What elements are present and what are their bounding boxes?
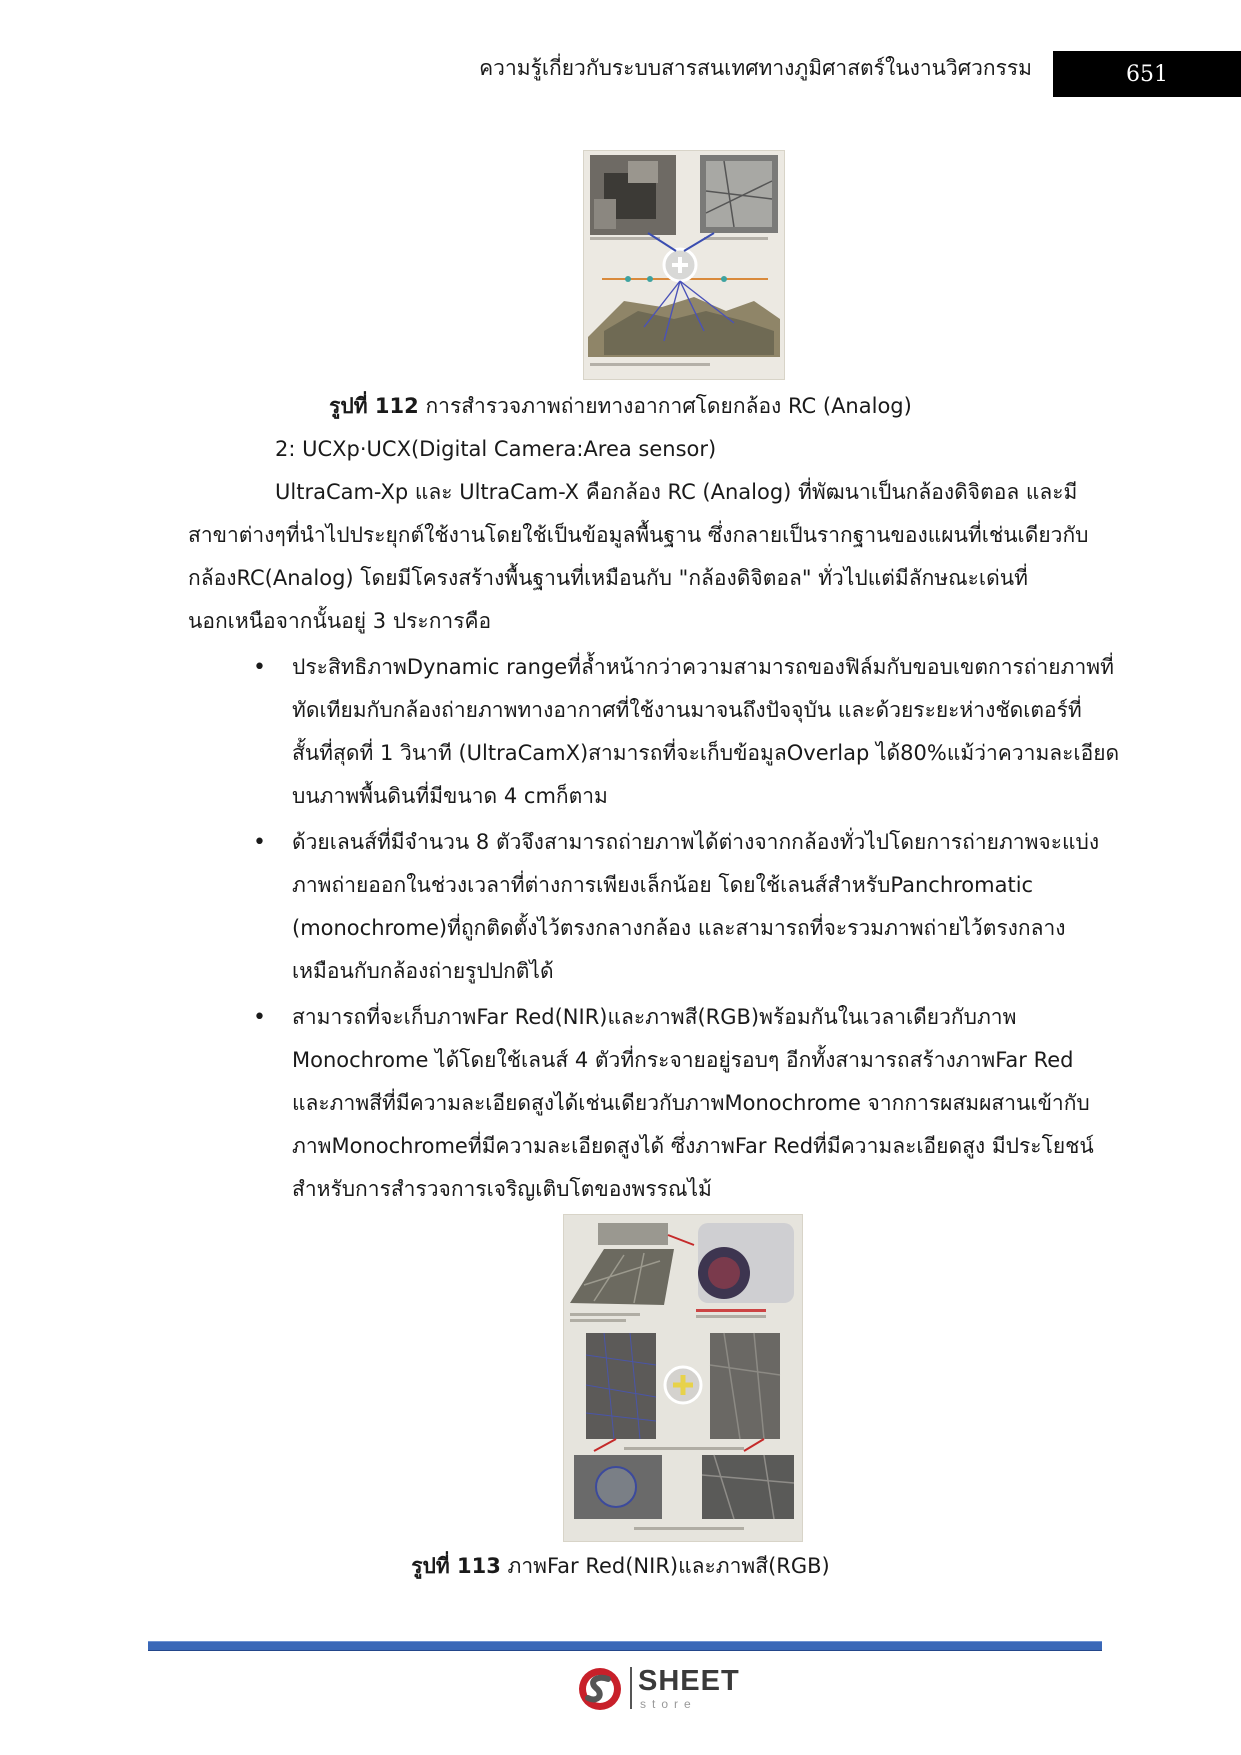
section-heading: 2: UCXp·UCX(Digital Camera:Area sensor)	[275, 437, 717, 461]
paragraph-line: กล้องRC(Analog) โดยมีโครงสร้างพื้นฐานที่เหมือนกับ "กล้องดิจิตอล" ทั่วไปแต่มีลักษณะเด่นที่	[188, 566, 1028, 590]
figure-ultracam-image	[563, 1214, 803, 1542]
bullet3-line: Monochrome ได้โดยใช้เลนส์ 4 ตัวที่กระจายอยู่รอบๆ อีกทั้งสามารถสร้างภาพFar Red	[292, 1048, 1074, 1072]
paragraph-line: UltraCam-Xp และ UltraCam-X คือกล้อง RC (Analog) ที่พัฒนาเป็นกล้องดิจิตอล และมี	[275, 480, 1078, 504]
figure1-label: รูปที่ 112	[329, 394, 419, 418]
page-number: 651	[1126, 61, 1168, 87]
bullet2-line: ภาพถ่ายออกในช่วงเวลาที่ต่างการเพียงเล็กน้อย โดยใช้เลนส์สำหรับPanchromatic	[292, 873, 1034, 897]
bullet1-line: ประสิทธิภาพDynamic rangeที่ล้ำหน้ากว่าความสามารถของฟิล์มกับขอบเขตการถ่ายภาพที่	[292, 655, 1114, 679]
bullet1-line: บนภาพพื้นดินที่มีขนาด 4 cmก็ตาม	[292, 784, 608, 808]
paragraph-line: สาขาต่างๆที่นำไปประยุกต์ใช้งานโดยใช้เป็นข้อมูลพื้นฐาน ซึ่งกลายเป็นรากฐานของแผนที่เช่นเดียวกับ	[188, 523, 1089, 547]
figure2-caption-text: ภาพFar Red(NIR)และภาพสี(RGB)	[507, 1554, 830, 1578]
figure1-caption	[0, 390, 1241, 423]
figure2-label: รูปที่ 113	[411, 1554, 501, 1578]
bullet3-line: ภาพMonochromeที่มีความละเอียดสูงได้ ซึ่งภาพFar Redที่มีความละเอียดสูง มีประโยชน์	[292, 1134, 1094, 1158]
running-header-title: ความรู้เกี่ยวกับระบบสารสนเทศทางภูมิศาสตร์ในงานวิศวกรรม	[479, 56, 1032, 80]
sheet-store-logo-icon	[574, 1663, 626, 1715]
footer-rule	[148, 1641, 1102, 1651]
rc-camera-illustration	[584, 151, 784, 379]
bullet1-line: สั้นที่สุดที่ 1 วินาที (UltraCamX)สามารถที่จะเก็บข้อมูลOverlap ได้80%แม้ว่าความละเอียด	[292, 741, 1120, 765]
bullet2-line: (monochrome)ที่ถูกติดตั้งไว้ตรงกลางกล้อง และสามารถที่จะรวมภาพถ่ายไว้ตรงกลาง	[292, 916, 1066, 940]
bullet-marker: •	[253, 830, 266, 855]
bullet1-line: ทัดเทียมกับกล้องถ่ายภาพทางอากาศที่ใช้งานมาจนถึงปัจจุบัน และด้วยระยะห่างชัดเตอร์ที่	[292, 698, 1082, 722]
logo-text: SHEET	[638, 1665, 740, 1697]
page-number-box	[1053, 51, 1241, 97]
figure2-caption	[0, 1550, 1241, 1583]
bullet3-line: สามารถที่จะเก็บภาพFar Red(NIR)และภาพสี(RGB)พร้อมกันในเวลาเดียวกับภาพ	[292, 1005, 1017, 1029]
bullet2-line: ด้วยเลนส์ที่มีจำนวน 8 ตัวจึงสามารถถ่ายภาพได้ต่างจากกล้องทั่วไปโดยการถ่ายภาพจะแบ่ง	[292, 830, 1100, 854]
ultracam-illustration	[564, 1215, 802, 1541]
figure1-caption-text: การสำรวจภาพถ่ายทางอากาศโดยกล้อง RC (Analog)	[425, 394, 912, 418]
logo-subtext: store	[640, 1697, 697, 1711]
logo-divider	[630, 1667, 632, 1709]
bullet3-line: สำหรับการสำรวจการเจริญเติบโตของพรรณไม้	[292, 1177, 712, 1201]
bullet3-line: และภาพสีที่มีความละเอียดสูงได้เช่นเดียวกับภาพMonochrome จากการผสมผสานเข้ากับ	[292, 1091, 1090, 1115]
bullet-marker: •	[253, 1005, 266, 1030]
paragraph-line: นอกเหนือจากนั้นอยู่ 3 ประการคือ	[188, 609, 492, 633]
bullet2-line: เหมือนกับกล้องถ่ายรูปปกติได้	[292, 959, 554, 983]
bullet-marker: •	[253, 655, 266, 680]
sheet-store-logo	[574, 1663, 774, 1715]
figure-rc-camera-image	[583, 150, 785, 380]
